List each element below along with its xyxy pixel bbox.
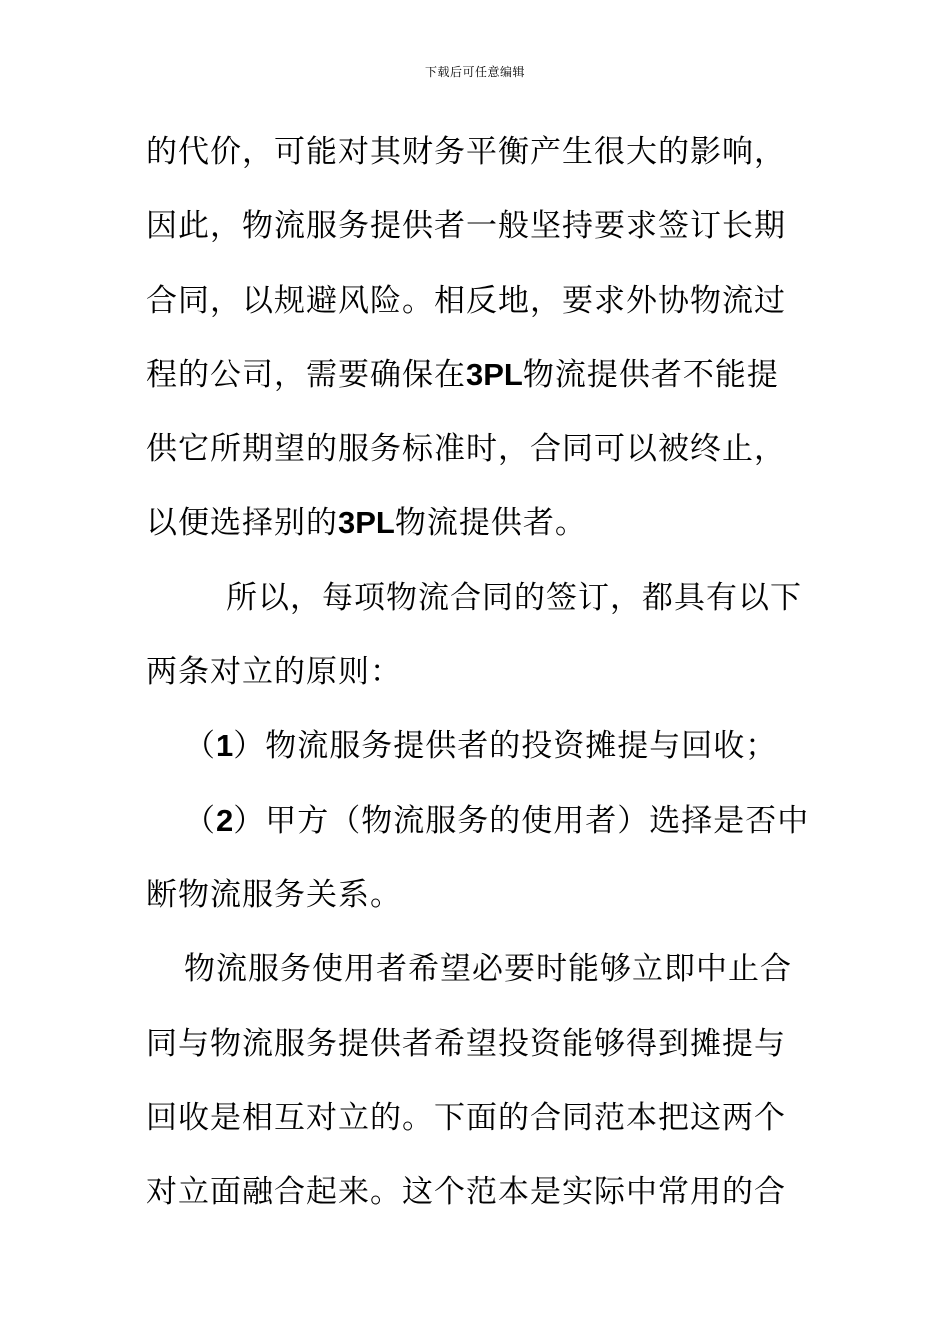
latin-run: 3PL (466, 356, 523, 392)
latin-run: 2 (216, 802, 234, 838)
page-header-note: 下载后可任意编辑 (424, 65, 525, 79)
body-line-1: 的代价，可能对其财务平衡产生很大的影响， (146, 134, 786, 170)
body-line-2: 因此，物流服务提供者一般坚持要求签订长期 (146, 208, 786, 245)
body-line-4: 程的公司，需要确保在3PL物流提供者不能提 (146, 356, 779, 393)
latin-run: 1 (216, 728, 234, 764)
body-line-14: 回收是相互对立的。下面的合同范本把这两个 (146, 1099, 786, 1136)
body-line-13: 同与物流服务提供者希望投资能够得到摊提与 (146, 1025, 786, 1062)
body-line-10: （2）甲方（物流服务的使用者）选择是否中 (184, 802, 810, 839)
body-line-11: 断物流服务关系。 (146, 876, 402, 913)
body-line-8: 两条对立的原则： (146, 654, 402, 691)
body-line-12: 物流服务使用者希望必要时能够立即中止合 (184, 951, 792, 988)
body-line-7: 所以，每项物流合同的签订，都具有以下 (226, 579, 802, 616)
body-text (146, 122, 826, 1236)
body-line-6: 以便选择别的3PL物流提供者。 (146, 505, 587, 542)
body-line-3: 合同，以规避风险。相反地，要求外协物流过 (146, 282, 786, 319)
body-line-15: 对立面融合起来。这个范本是实际中常用的合 (146, 1174, 786, 1211)
latin-run: 3PL (338, 505, 395, 541)
body-line-5: 供它所期望的服务标准时，合同可以被终止， (146, 431, 786, 468)
body-line-9: （1）物流服务提供者的投资摊提与回收； (184, 728, 778, 765)
